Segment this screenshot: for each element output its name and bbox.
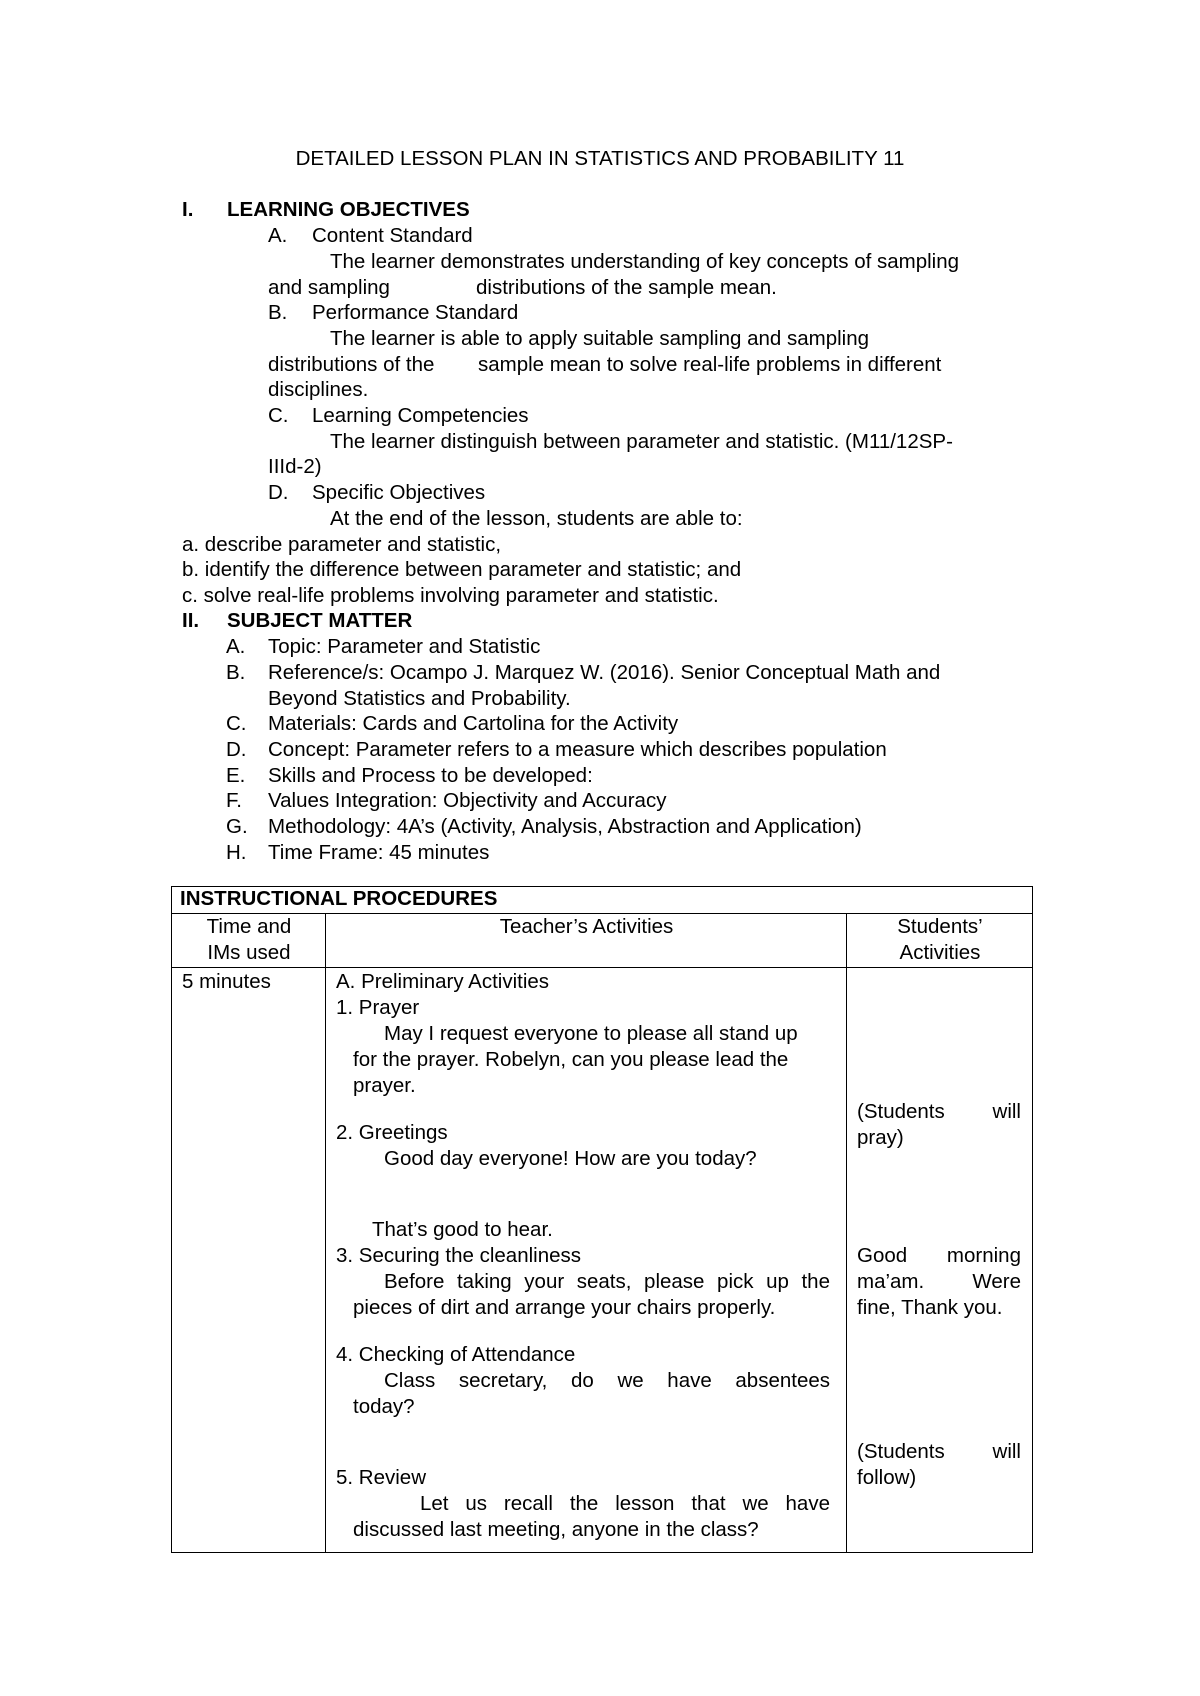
section-numeral: I. <box>182 198 194 221</box>
activity-text: Class secretary, do we have absentees <box>384 1369 830 1392</box>
subject-item: Methodology: 4A’s (Activity, Analysis, Abstraction and Application) <box>268 815 862 838</box>
activity-text: discussed last meeting, anyone in the class? <box>353 1518 759 1541</box>
objective-item: c. solve real-life problems involving parameter and statistic. <box>182 584 719 607</box>
activity-text: for the prayer. Robelyn, can you please lead the <box>353 1048 789 1071</box>
activity-title: 5. Review <box>336 1466 427 1489</box>
paragraph-line: disciplines. <box>268 378 369 401</box>
subject-item: Reference/s: Ocampo J. Marquez W. (2016). Senior Conceptual Math and <box>268 661 941 684</box>
column-header: Students’ <box>897 915 983 938</box>
list-letter: G. <box>226 815 248 838</box>
list-letter: D. <box>226 738 247 761</box>
student-response: fine, Thank you. <box>857 1296 1003 1319</box>
objective-item: b. identify the difference between parameter and statistic; and <box>182 558 742 581</box>
list-letter: C. <box>268 404 289 427</box>
subject-item: Values Integration: Objectivity and Accuracy <box>268 789 667 812</box>
column-header: IMs used <box>207 941 291 964</box>
column-header: Activities <box>899 941 981 964</box>
objective-item: a. describe parameter and statistic, <box>182 533 502 556</box>
section-numeral: II. <box>182 609 200 632</box>
list-letter: B. <box>268 301 288 324</box>
list-letter: D. <box>268 481 289 504</box>
paragraph-line: distributions of the sample mean. <box>476 276 777 299</box>
table-title-cell <box>172 887 1033 914</box>
list-letter: E. <box>226 764 246 787</box>
activity-text: Before taking your seats, please pick up the <box>384 1270 830 1293</box>
list-letter: A. <box>226 635 246 658</box>
paragraph-line: At the end of the lesson, students are able to: <box>330 507 743 530</box>
list-letter: H. <box>226 841 247 864</box>
list-letter: F. <box>226 789 242 812</box>
subject-item: Topic: Parameter and Statistic <box>268 635 541 658</box>
student-response: (Students will <box>857 1440 1021 1463</box>
table-header-row <box>172 914 1033 968</box>
subject-item: Beyond Statistics and Probability. <box>268 687 571 710</box>
time-cell <box>172 968 326 1553</box>
section-heading: LEARNING OBJECTIVES <box>227 198 470 221</box>
activity-text: Let us recall the lesson that we have <box>420 1492 830 1515</box>
student-response: Good morning <box>857 1244 1021 1267</box>
subject-item: Concept: Parameter refers to a measure which describes population <box>268 738 887 761</box>
activity-text: pieces of dirt and arrange your chairs properly. <box>353 1296 776 1319</box>
section-heading: SUBJECT MATTER <box>227 609 413 632</box>
paragraph-line: IIId-2) <box>268 455 322 478</box>
activity-title: 3. Securing the cleanliness <box>336 1244 582 1267</box>
paragraph-line: The learner demonstrates understanding of key concepts of sampling <box>330 250 960 273</box>
list-letter: A. <box>268 224 288 247</box>
header-time-cell <box>172 914 326 968</box>
header-students-cell <box>847 914 1033 968</box>
paragraph-line: distributions of the <box>268 353 435 376</box>
subheading-content-standard: Content Standard <box>312 224 473 247</box>
subject-item: Materials: Cards and Cartolina for the Activity <box>268 712 679 735</box>
subheading-performance-standard: Performance Standard <box>312 301 519 324</box>
teacher-activities-cell <box>326 968 847 1553</box>
column-header: Teacher’s Activities <box>499 915 674 938</box>
subject-item: Time Frame: 45 minutes <box>268 841 490 864</box>
activity-text: That’s good to hear. <box>372 1218 553 1241</box>
activity-text: May I request everyone to please all stand up <box>384 1022 798 1045</box>
activity-heading: A. Preliminary Activities <box>336 970 550 993</box>
time-value: 5 minutes <box>182 970 271 993</box>
student-response: pray) <box>857 1126 904 1149</box>
paragraph-line: The learner distinguish between parameter and statistic. (M11/12SP- <box>330 430 953 453</box>
list-letter: C. <box>226 712 247 735</box>
column-header: Time and <box>206 915 292 938</box>
student-response: (Students will <box>857 1100 1021 1123</box>
student-response: follow) <box>857 1466 917 1489</box>
activity-text: prayer. <box>353 1074 416 1097</box>
paragraph-line: sample mean to solve real-life problems in different <box>478 353 942 376</box>
header-teacher-cell <box>326 914 847 968</box>
activity-title: 2. Greetings <box>336 1121 448 1144</box>
list-letter: B. <box>226 661 246 684</box>
students-activities-cell <box>847 968 1033 1553</box>
subject-item: Skills and Process to be developed: <box>268 764 593 787</box>
document-title: DETAILED LESSON PLAN IN STATISTICS AND PROBABILITY 11 <box>295 147 905 170</box>
activity-text: today? <box>353 1395 415 1418</box>
paragraph-line: and sampling <box>268 276 390 299</box>
subheading-specific-objectives: Specific Objectives <box>312 481 486 504</box>
table-row <box>172 968 1033 1553</box>
table-title-row <box>172 887 1033 914</box>
subheading-learning-competencies: Learning Competencies <box>312 404 529 427</box>
activity-title: 1. Prayer <box>336 996 420 1019</box>
instructional-procedures-table <box>171 886 1033 1553</box>
student-response: ma’am. Were <box>857 1270 1021 1293</box>
table-title: INSTRUCTIONAL PROCEDURES <box>180 887 498 910</box>
activity-text: Good day everyone! How are you today? <box>384 1147 757 1170</box>
activity-title: 4. Checking of Attendance <box>336 1343 576 1366</box>
paragraph-line: The learner is able to apply suitable sampling and sampling <box>330 327 870 350</box>
